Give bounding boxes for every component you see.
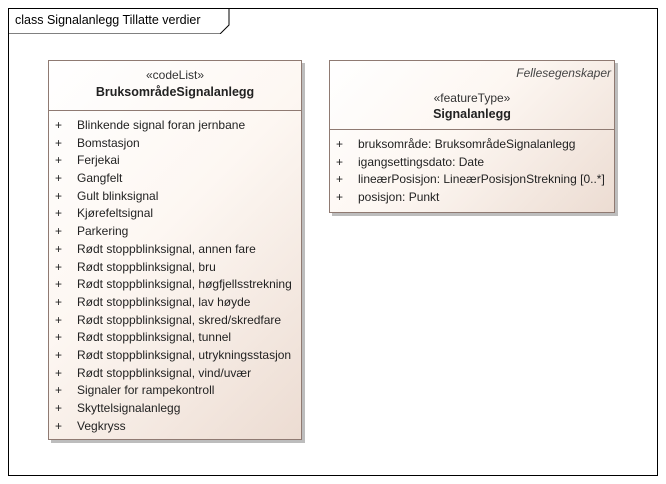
attribute-label: Rødt stoppblinksignal, skred/skredfare [77, 312, 282, 327]
featuretype-attributes [330, 130, 614, 207]
visibility-marker: + [336, 154, 344, 169]
visibility-marker: + [55, 312, 63, 327]
attribute-label: Gult blinksignal [77, 188, 159, 203]
attribute-row[interactable] [330, 154, 614, 172]
attribute-row[interactable] [49, 400, 301, 418]
attribute-row[interactable] [49, 276, 301, 294]
attribute-label: posisjon: Punkt [358, 190, 440, 205]
attribute-label: lineærPosisjon: LineærPosisjonStrekning [0..*] [358, 172, 605, 187]
visibility-marker: + [55, 224, 63, 239]
class-stereotype: «featureType» [433, 91, 511, 105]
attribute-row[interactable] [49, 365, 301, 383]
visibility-marker: + [55, 241, 63, 256]
attribute-row[interactable] [330, 189, 614, 207]
visibility-marker: + [55, 365, 63, 380]
attribute-row[interactable] [49, 152, 301, 170]
attribute-label: Ferjekai [77, 153, 120, 168]
class-header [49, 61, 301, 111]
class-stereotype: «codeList» [145, 68, 205, 82]
class-name: BruksområdeSignalanlegg [95, 85, 255, 99]
visibility-marker: + [55, 153, 63, 168]
attribute-row[interactable] [330, 136, 614, 154]
attribute-label: Rødt stoppblinksignal, utrykningsstasjon [77, 347, 292, 362]
attribute-row[interactable] [49, 170, 301, 188]
attribute-row[interactable] [49, 382, 301, 400]
attribute-label: Rødt stoppblinksignal, annen fare [77, 241, 256, 256]
attribute-label: Parkering [77, 224, 129, 239]
attribute-label: bruksområde: BruksområdeSignalanlegg [358, 137, 576, 151]
featuretype-class-box[interactable] [329, 60, 615, 213]
attribute-row[interactable] [49, 223, 301, 241]
visibility-marker: + [336, 172, 344, 187]
attribute-row[interactable] [49, 347, 301, 365]
visibility-marker: + [336, 137, 344, 151]
attribute-row[interactable] [49, 135, 301, 153]
visibility-marker: + [55, 135, 63, 150]
attribute-row[interactable] [49, 418, 301, 436]
attribute-row[interactable] [49, 329, 301, 347]
attribute-row[interactable] [49, 312, 301, 330]
visibility-marker: + [55, 118, 63, 132]
attribute-label: Gangfelt [77, 171, 123, 186]
visibility-marker: + [55, 259, 63, 274]
attribute-row[interactable] [49, 188, 301, 206]
visibility-marker: + [55, 347, 63, 362]
attribute-label: igangsettingsdato: Date [358, 154, 485, 169]
visibility-marker: + [55, 294, 63, 309]
attribute-row[interactable] [330, 171, 614, 189]
visibility-marker: + [55, 277, 63, 292]
attribute-label: Kjørefeltsignal [77, 206, 154, 221]
attribute-label: Rødt stoppblinksignal, høgfjellsstrekning [77, 277, 292, 292]
visibility-marker: + [55, 206, 63, 221]
class-header [330, 61, 614, 130]
diagram-title: class Signalanlegg Tillatte verdier [15, 13, 201, 27]
attribute-label: Signaler for rampekontroll [77, 383, 215, 398]
attribute-label: Rødt stoppblinksignal, tunnel [77, 330, 232, 345]
attribute-label: Skyttelsignalanlegg [77, 401, 181, 415]
visibility-marker: + [55, 401, 63, 415]
attribute-row[interactable] [49, 205, 301, 223]
codelist-values [49, 111, 301, 435]
attribute-label: Rødt stoppblinksignal, lav høyde [77, 294, 251, 309]
visibility-marker: + [55, 188, 63, 203]
attribute-row[interactable] [49, 117, 301, 135]
attribute-row[interactable] [49, 241, 301, 259]
visibility-marker: + [55, 171, 63, 186]
attribute-label: Bomstasjon [77, 135, 140, 150]
attribute-label: Rødt stoppblinksignal, vind/uvær [77, 365, 252, 380]
class-name: Signalanlegg [433, 107, 511, 121]
visibility-marker: + [336, 190, 344, 205]
attribute-row[interactable] [49, 259, 301, 277]
attribute-row[interactable] [49, 294, 301, 312]
attribute-label: Blinkende signal foran jernbane [77, 118, 246, 132]
attribute-label: Vegkryss [77, 418, 126, 433]
attribute-label: Rødt stoppblinksignal, bru [77, 259, 216, 274]
visibility-marker: + [55, 418, 63, 433]
codelist-class-box[interactable] [48, 60, 302, 440]
visibility-marker: + [55, 330, 63, 345]
package-name: Fellesegenskaper [516, 66, 611, 80]
visibility-marker: + [55, 383, 63, 398]
